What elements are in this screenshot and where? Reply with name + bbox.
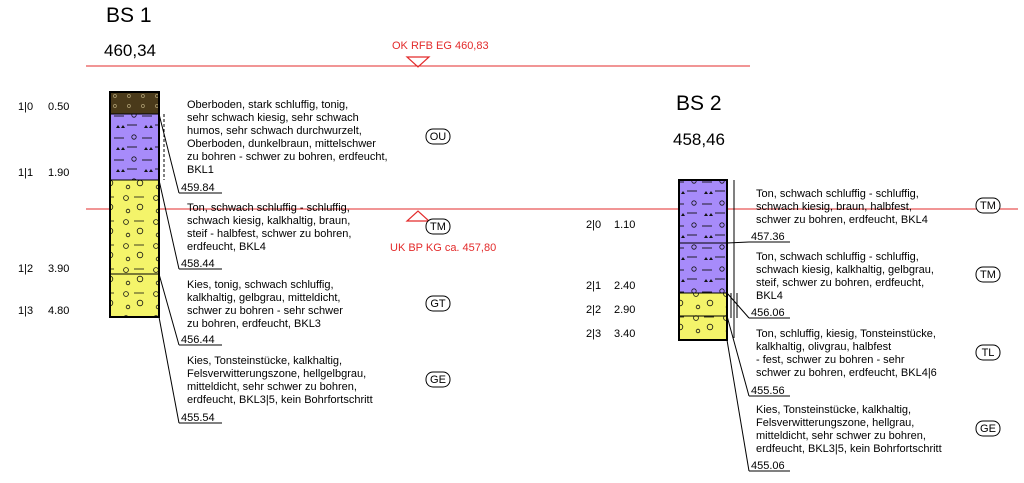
layer-column-gravel bbox=[110, 180, 159, 317]
sample-depth: 4.80 bbox=[48, 305, 70, 317]
description-line: Felsverwitterungszone, hellgrau, bbox=[756, 417, 915, 429]
description-line: erdfeucht, BKL4 bbox=[187, 241, 266, 253]
description-line: schwach kiesig, kalkhaltig, gelbgrau, bbox=[756, 264, 934, 276]
sample-id: 2|0 bbox=[586, 219, 602, 231]
sample-id: 2|1 bbox=[586, 280, 602, 292]
description-line: Kies, Tonsteinstücke, kalkhaltig, bbox=[756, 404, 912, 416]
layer-column-clay bbox=[110, 114, 159, 180]
sample-row bbox=[18, 263, 69, 275]
borehole-elevation: 458,46 bbox=[673, 130, 725, 149]
description-line: steif, schwer zu bohren, erdfeucht, bbox=[756, 277, 925, 289]
description-line: schwer zu bohren - sehr schwer bbox=[187, 305, 343, 317]
layer-column-topsoil bbox=[110, 92, 159, 114]
borehole-bs1 bbox=[18, 4, 450, 424]
layer-description bbox=[727, 188, 1000, 243]
soil-group-code: OU bbox=[429, 131, 447, 143]
sample-depth: 1.90 bbox=[48, 167, 70, 179]
reference-bottom-label: UK BP KG ca. 457,80 bbox=[390, 242, 497, 254]
description-line: mitteldicht, sehr schwer zu bohren, bbox=[187, 381, 357, 393]
layer-bottom-elevation: 455.06 bbox=[751, 460, 785, 472]
description-line: BKL4 bbox=[756, 290, 783, 302]
reference-top-label: OK RFB EG 460,83 bbox=[392, 40, 489, 52]
sample-row bbox=[18, 101, 69, 113]
layer-bottom-elevation: 458.44 bbox=[181, 258, 215, 270]
description-line: BKL1 bbox=[187, 164, 214, 176]
soil-group-code: TM bbox=[980, 200, 996, 212]
svg-text:Ton, schwach schluffig - schlu bbox=[756, 251, 937, 302]
soil-group-code: GT bbox=[430, 298, 446, 310]
description-line: steif - halbfest, schwer zu bohren, bbox=[187, 228, 352, 240]
description-line: zu bohren - schwer zu bohren, erdfeucht, bbox=[187, 151, 388, 163]
layer-description bbox=[727, 316, 1000, 397]
svg-text:Oberboden, stark schluffig, to bbox=[187, 99, 391, 176]
sample-id: 2|2 bbox=[586, 304, 602, 316]
description-line: - fest, schwer zu bohren - sehr bbox=[756, 354, 905, 366]
svg-text:Kies, tonig, schwach schluffig bbox=[187, 279, 346, 330]
description-line: Kies, Tonsteinstücke, kalkhaltig, bbox=[187, 355, 343, 367]
description-line: zu bohren, erdfeucht, BKL3 bbox=[187, 318, 321, 330]
sample-depth: 3.40 bbox=[614, 328, 636, 340]
description-line: schwer zu bohren, erdfeucht, BKL4|6 bbox=[756, 367, 937, 379]
sample-row bbox=[586, 328, 635, 340]
sample-row bbox=[18, 305, 69, 317]
borehole-elevation: 460,34 bbox=[104, 41, 156, 60]
layer-description bbox=[727, 251, 1000, 319]
sample-id: 1|2 bbox=[18, 263, 34, 275]
sample-id: 1|0 bbox=[18, 101, 34, 113]
svg-text:Ton, schwach schluffig - schlu bbox=[187, 202, 355, 253]
layer-bottom-elevation: 459.84 bbox=[181, 182, 215, 194]
borehole-title: BS 1 bbox=[106, 4, 152, 27]
soil-group-code: GE bbox=[980, 423, 996, 435]
soil-group-code: TL bbox=[981, 347, 995, 359]
sample-row bbox=[586, 304, 635, 316]
layer-bottom-elevation: 455.54 bbox=[181, 412, 215, 424]
borehole-title: BS 2 bbox=[676, 92, 722, 115]
layer-bottom-elevation: 457.36 bbox=[751, 231, 785, 243]
description-line: humos, sehr schwach durchwurzelt, bbox=[187, 125, 362, 137]
description-line: Ton, schwach schluffig - schluffig, bbox=[187, 202, 350, 214]
sample-depth: 0.50 bbox=[48, 101, 70, 113]
description-line: schwach kiesig, braun, halbfest, bbox=[756, 201, 912, 213]
soil-group-code: GE bbox=[430, 374, 446, 386]
layer-column-clay bbox=[679, 180, 727, 293]
sample-row bbox=[586, 219, 635, 231]
reference-line-top bbox=[86, 40, 750, 67]
layer-bottom-elevation: 456.06 bbox=[751, 307, 785, 319]
layer-description bbox=[159, 99, 450, 194]
description-line: erdfeucht, BKL3|5, kein Bohrfortschritt bbox=[187, 394, 373, 406]
description-line: Kies, tonig, schwach schluffig, bbox=[187, 279, 334, 291]
soil-group-code: TM bbox=[980, 269, 996, 281]
sample-id: 1|3 bbox=[18, 305, 34, 317]
sample-id: 1|1 bbox=[18, 167, 34, 179]
layer-bottom-elevation: 455.56 bbox=[751, 385, 785, 397]
soil-group-code: TM bbox=[430, 221, 446, 233]
svg-text:Kies, Tonsteinstücke, kalkhalt bbox=[756, 404, 942, 455]
sample-depth: 2.90 bbox=[614, 304, 636, 316]
description-line: Ton, schwach schluffig - schluffig, bbox=[756, 251, 919, 263]
description-line: sehr schwach kiesig, sehr schwach bbox=[187, 112, 359, 124]
svg-text:Ton, schluffig, kiesig, Tonste bbox=[756, 328, 939, 379]
description-line: schwach kiesig, kalkhaltig, braun, bbox=[187, 215, 351, 227]
description-line: erdfeucht, BKL3|5, kein Bohrfortschritt bbox=[756, 443, 942, 455]
borehole-bs2 bbox=[586, 92, 1000, 472]
sample-id: 2|3 bbox=[586, 328, 602, 340]
sample-depth: 3.90 bbox=[48, 263, 70, 275]
description-line: mitteldicht, sehr schwer zu bohren, bbox=[756, 430, 926, 442]
svg-text:Kies, Tonsteinstücke, kalkhalt bbox=[187, 355, 373, 406]
sample-depth: 2.40 bbox=[614, 280, 636, 292]
description-line: Oberboden, stark schluffig, tonig, bbox=[187, 99, 349, 111]
sample-row bbox=[18, 167, 69, 179]
layer-description bbox=[159, 274, 450, 346]
sample-row bbox=[586, 280, 635, 292]
svg-text:Ton, schwach schluffig - schlu bbox=[756, 188, 928, 226]
layer-bottom-elevation: 456.44 bbox=[181, 334, 215, 346]
description-line: kalkhaltig, olivgrau, halbfest bbox=[756, 341, 892, 353]
description-line: Ton, schluffig, kiesig, Tonsteinstücke, bbox=[756, 328, 936, 340]
description-line: Oberboden, dunkelbraun, mittelschwer bbox=[187, 138, 376, 150]
description-line: kalkhaltig, gelbgrau, mitteldicht, bbox=[187, 292, 341, 304]
description-line: Felsverwitterungszone, hellgelbgrau, bbox=[187, 368, 367, 380]
sample-depth: 1.10 bbox=[614, 219, 636, 231]
description-line: schwer zu bohren, erdfeucht, BKL4 bbox=[756, 214, 928, 226]
description-line: Ton, schwach schluffig - schluffig, bbox=[756, 188, 919, 200]
